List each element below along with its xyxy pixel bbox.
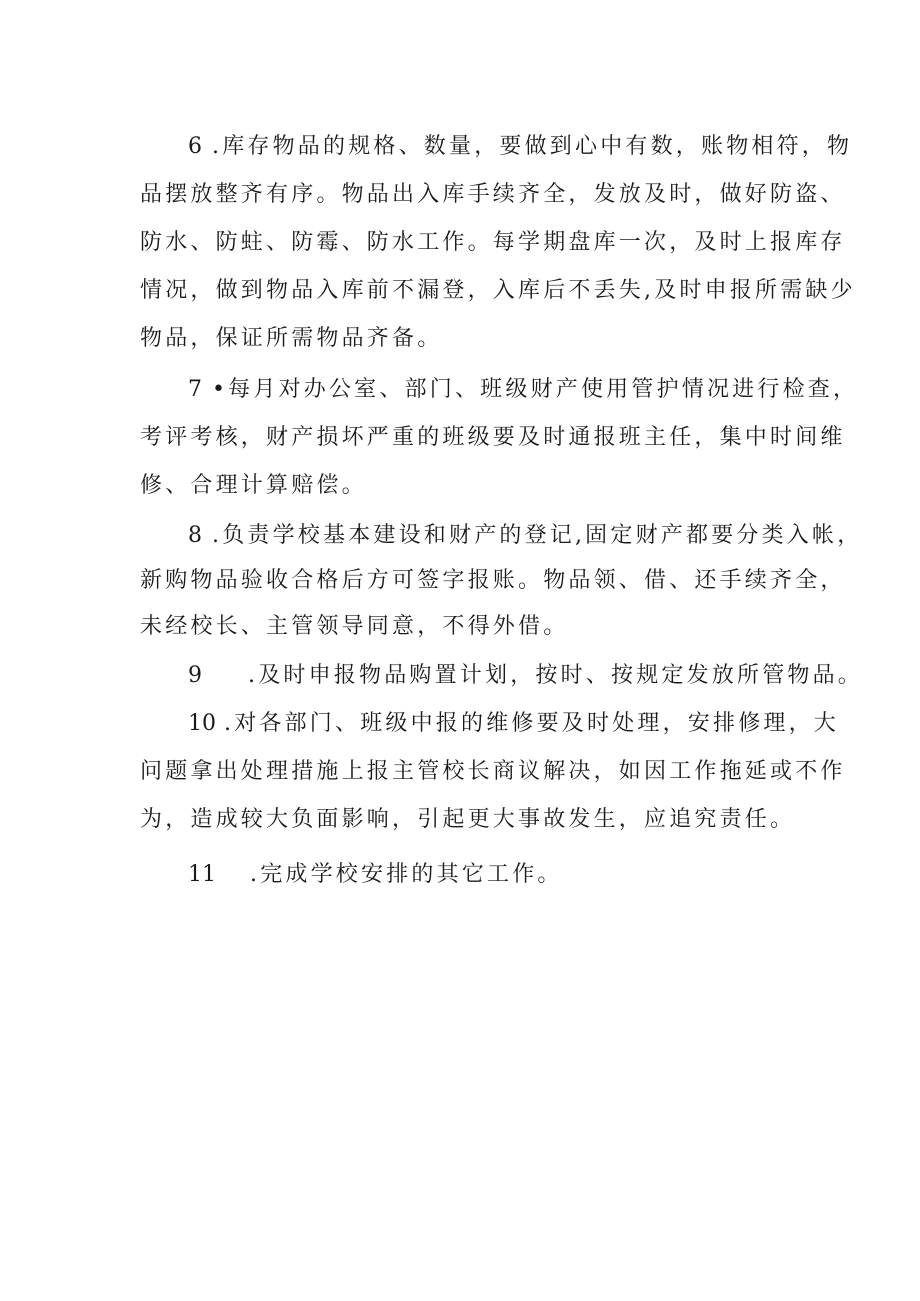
paragraph-text: .完成学校安排的其它工作。 — [250, 862, 563, 887]
paragraph-number: 6 — [188, 134, 202, 159]
paragraph-6-line-2: 品摆放整齐有序。物品出入库手续齐全，发放及时，做好防盗、 — [140, 182, 846, 207]
paragraph-8-line-2: 新购物品验收合格后方可签字报账。物品领、借、还手续齐全， — [140, 568, 846, 593]
paragraph-7-line-1 — [188, 375, 859, 405]
paragraph-8-line-3: 未经校长、主管领导同意，不得外借。 — [140, 614, 569, 639]
paragraph-6-line-1 — [188, 132, 853, 162]
paragraph-6-line-3: 防水、防蛀、防霉、防水工作。每学期盘库一次，及时上报库存 — [140, 230, 846, 255]
paragraph-6-line-5: 物品，保证所需物品齐备。 — [140, 326, 443, 351]
paragraph-text: .及时申报物品购置计划，按时、按规定发放所管物品。 — [248, 663, 863, 688]
paragraph-text: •每月对办公室、部门、班级财产使用管护情况进行检查， — [212, 377, 859, 402]
paragraph-9-line-1 — [188, 661, 863, 691]
paragraph-6-line-4: 情况，做到物品入库前不漏登，入库后不丢失,及时申报所需缺少 — [140, 278, 856, 303]
paragraph-number: 7 — [188, 377, 202, 402]
paragraph-8-line-1 — [188, 521, 863, 551]
paragraph-text: .库存物品的规格、数量，要做到心中有数，账物相符，物 — [212, 134, 853, 159]
paragraph-text: .对各部门、班级中报的维修要及时处理，安排修理，大 — [224, 711, 839, 736]
paragraph-number: 9 — [188, 663, 202, 688]
paragraph-number: 10 — [188, 711, 216, 736]
paragraph-7-line-2: 考评考核，财产损坏严重的班级要及时通报班主任，集中时间维 — [140, 425, 846, 450]
paragraph-10-line-2: 问题拿出处理措施上报主管校长商议解决，如因工作拖延或不作 — [140, 759, 846, 784]
paragraph-7-line-3: 修、合理计算赔偿。 — [140, 473, 367, 498]
paragraph-number: 11 — [188, 862, 216, 887]
paragraph-text: .负责学校基本建设和财产的登记,固定财产都要分类入帐， — [212, 523, 863, 548]
paragraph-10-line-3: 为，造成较大负面影响，引起更大事故发生，应追究责任。 — [140, 807, 796, 832]
paragraph-10-line-1 — [188, 709, 839, 739]
paragraph-11-line-1 — [188, 860, 588, 890]
paragraph-number: 8 — [188, 523, 202, 548]
